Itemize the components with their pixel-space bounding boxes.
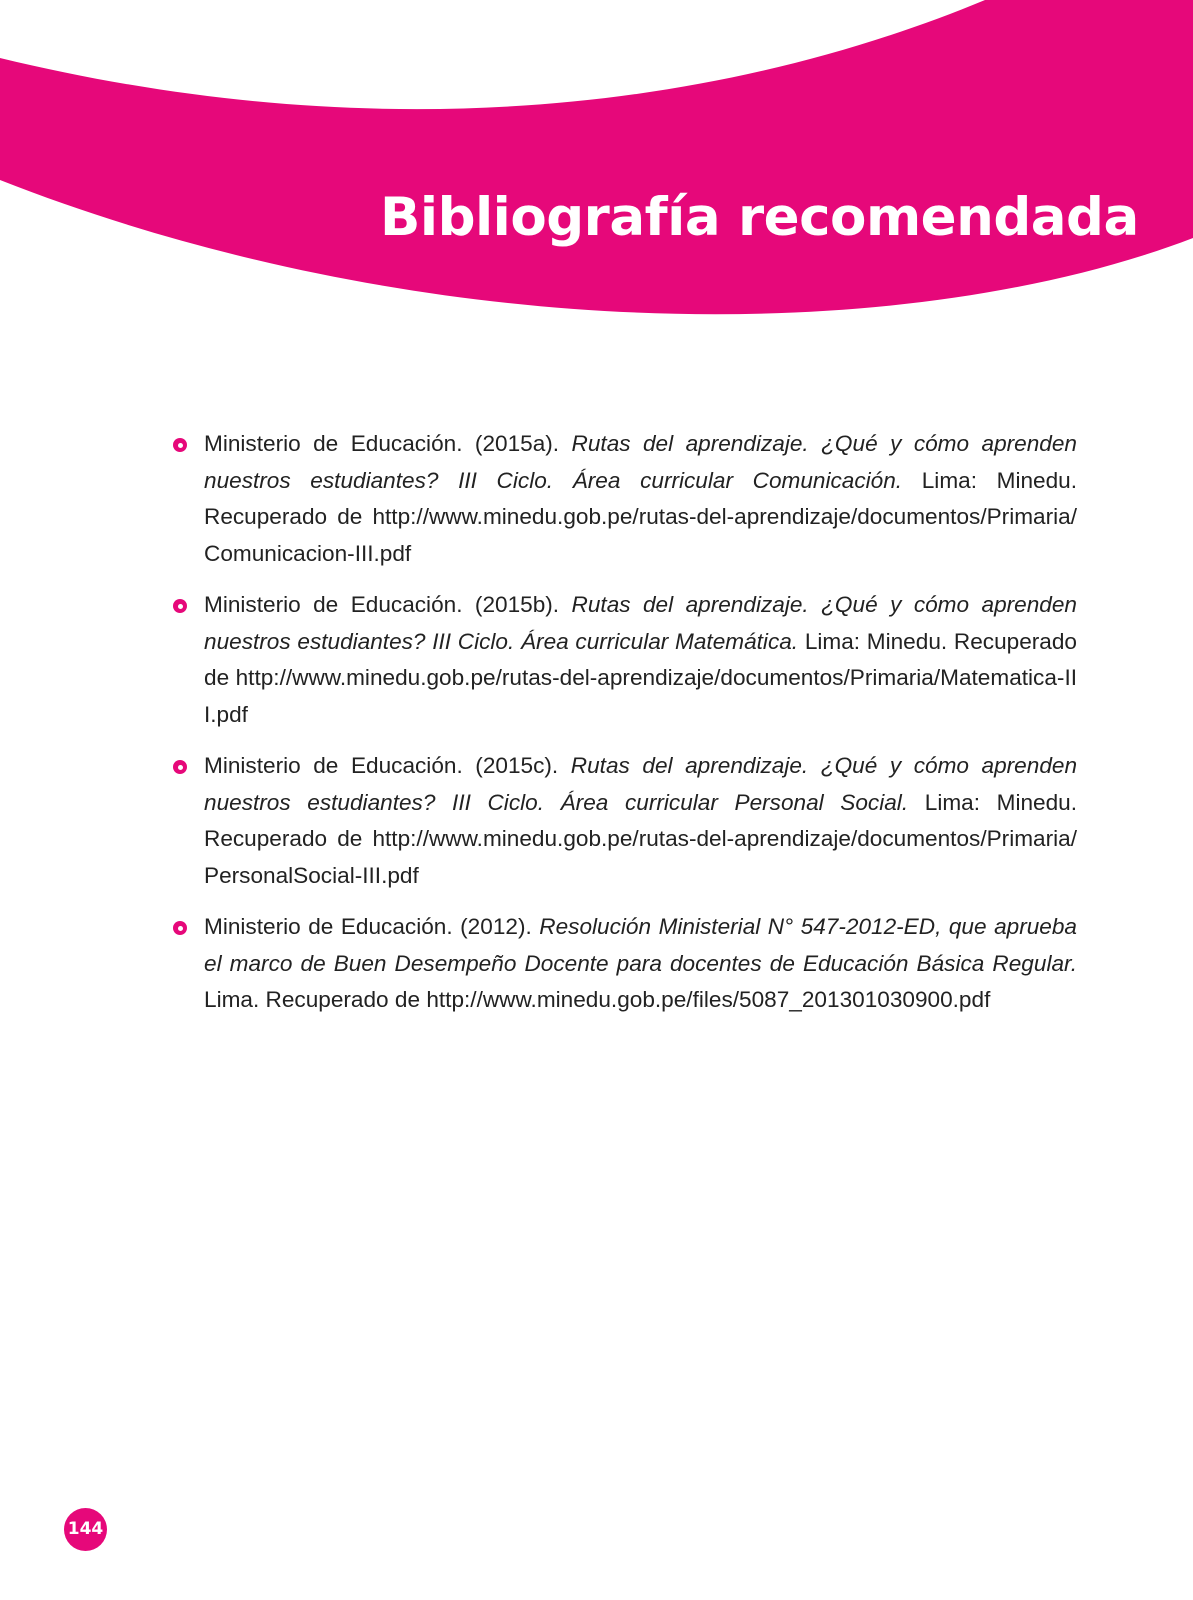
reference-url-link[interactable]: http://www.minedu.gob.pe/files/5087_201301030900.pdf [426, 987, 991, 1012]
page-title: Bibliografía recomendada [380, 187, 1139, 248]
reference-title: Rutas del aprendizaje. ¿Qué y cómo aprenden nuestros estudiantes? III Ciclo. Área curricular Personal Social. [204, 753, 1078, 815]
reference-title: Resolución Ministerial N° 547-2012-ED, que aprueba el marco de Buen Desempeño Docente para docentes de Educación Básica Regular. [204, 914, 1077, 976]
reference-url-link[interactable]: http://www.minedu.gob.pe/rutas-del-aprendizaje/documentos/Primaria/PersonalSocial-III.pdf [204, 826, 1077, 888]
reference-title: Rutas del aprendizaje. ¿Qué y cómo aprenden nuestros estudiantes? III Ciclo. Área curricular Comunicación. [204, 431, 1077, 493]
reference-item [170, 587, 1077, 733]
reference-url-link[interactable]: http://www.minedu.gob.pe/rutas-del-aprendizaje/documentos/Primaria/Comunicacion-III.pdf [204, 504, 1077, 566]
reference-publisher: Lima: Minedu. [921, 467, 1078, 493]
reference-retrieved-label: Recuperado de [204, 504, 363, 529]
reference-author-year: Ministerio de Educación. (2012). [204, 914, 532, 939]
reference-retrieved-label: Recuperado de [204, 628, 1077, 690]
bullet-icon [173, 438, 187, 452]
header-banner [0, 0, 1193, 340]
reference-publisher: Lima. [204, 987, 260, 1012]
reference-item [170, 909, 1077, 1019]
reference-retrieved-label: Recuperado de [204, 826, 363, 851]
reference-author-year: Ministerio de Educación. (2015a). [204, 431, 560, 456]
reference-list [170, 426, 1077, 1034]
page-number: 144 [67, 1519, 104, 1539]
reference-author-year: Ministerio de Educación. (2015c). [204, 753, 559, 778]
reference-publisher: Lima: Minedu. [804, 628, 948, 654]
reference-publisher: Lima: Minedu. [924, 789, 1078, 815]
reference-item [170, 748, 1077, 894]
reference-url-link[interactable]: http://www.minedu.gob.pe/rutas-del-aprendizaje/documentos/Primaria/Matematica-III.pdf [204, 665, 1077, 727]
reference-item [170, 426, 1077, 572]
bullet-icon [173, 599, 187, 613]
header-banner-shape [0, 0, 1193, 314]
bullet-icon [173, 760, 187, 774]
reference-retrieved-label: Recuperado de [265, 987, 421, 1012]
reference-author-year: Ministerio de Educación. (2015b). [204, 592, 560, 617]
reference-title: Rutas del aprendizaje. ¿Qué y cómo aprenden nuestros estudiantes? III Ciclo. Área curricular Matemática. [204, 592, 1077, 654]
bullet-icon [173, 921, 187, 935]
page-number-badge [64, 1508, 107, 1551]
